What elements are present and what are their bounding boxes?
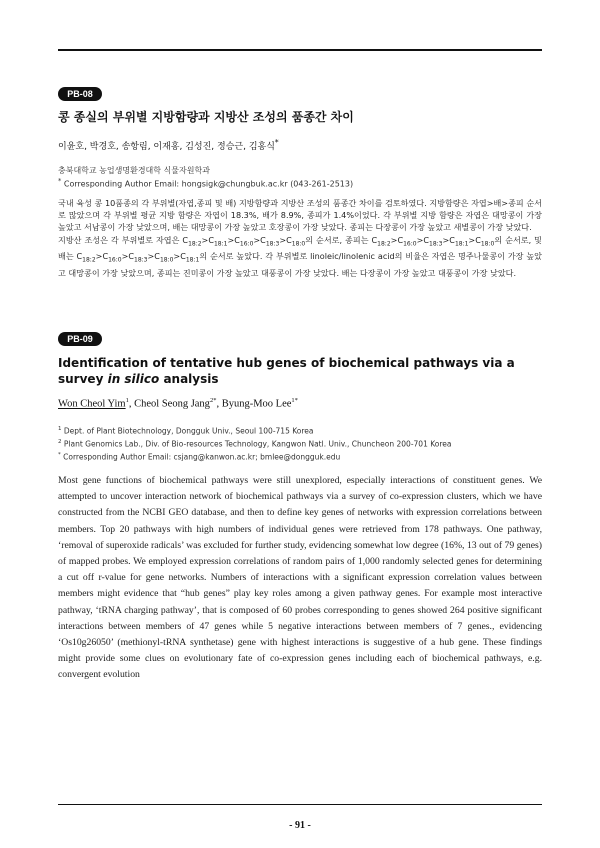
corresponding-email-en: * Corresponding Author Email: csjang@kanwon.ac.kr; bmlee@dongguk.edu bbox=[58, 452, 341, 462]
author-list-en: Won Cheol Yim$^1$, Cheol Seong Jang$^{2*}$, Byung-Moo Lee$^{1*}$ bbox=[58, 397, 298, 410]
abstract-badge: PB-08 bbox=[58, 87, 102, 101]
corresponding-mark: * bbox=[274, 138, 279, 147]
abstract-title-ko: 콩 종실의 부위별 지방함량과 지방산 조성의 품종간 차이 bbox=[58, 110, 354, 124]
fatty-acid-code: 18:3 bbox=[429, 240, 443, 248]
fatty-acid-code: 18:1 bbox=[213, 240, 228, 248]
fatty-acid-code: 18:2 bbox=[377, 240, 391, 248]
fatty-acid-code: 18:3 bbox=[134, 257, 148, 265]
fa-seq-3: $_{18:2}>C_{16:0}>C_{18:3}>C_{18:0}>C_{18:1}$ bbox=[82, 251, 200, 265]
fatty-acid-code: 16:0 bbox=[108, 257, 122, 265]
fatty-acid-code: 16:0 bbox=[239, 240, 254, 248]
affiliation-1: $^1$ Dept. of Plant Biotechnology, Dongguk Univ., Seoul 100-715 Korea bbox=[58, 426, 314, 436]
paragraph: 국내 육성 콩 10품종의 각 부위별(자엽,종피 및 배) 지방함량과 지방산 조성의 품종간 차이를 검토하였다. 지방함량은 자엽>배>종피 순서로 많았으며 각 부위별 평균 지방 함량은 자엽이 18.3%, 배가 8.9%, 종피가 1.4%이었다. 각 부위별 지방 함량은 자엽은 대망콩이 가장 높았고 서남콩이 가장 낮았으며, 배는 대망콩이 가장 높았고 호장콩이 가장 낮았다. 종피는 다장콩이 가장 높았고 새별콩이 가장 낮았다. bbox=[58, 198, 542, 233]
author-list-ko bbox=[58, 138, 542, 152]
abstract-title-en: Identification of tentative hub genes of biochemical pathways via a survey in silico analysis bbox=[58, 356, 515, 386]
corresponding-email-ko: * Corresponding Author Email: hongsigk@chungbuk.ac.kr (043-261-2513) bbox=[58, 177, 354, 189]
fatty-acid-code: 16:0 bbox=[403, 240, 417, 248]
fatty-acid-code: 18:0 bbox=[291, 240, 306, 248]
fatty-acid-code: 18:1 bbox=[185, 257, 200, 265]
author-name: Won Cheol Yim bbox=[58, 398, 126, 410]
author-name: Cheol Seong Jang bbox=[134, 398, 210, 410]
footer-rule bbox=[58, 804, 542, 805]
affiliation-ko: 충북대학교 농업생명환경대학 식물자원학과 bbox=[58, 166, 210, 175]
paragraph: Most gene functions of biochemical pathways were still unexplored, especially interactions of constituent genes. We attempted to uncover interaction network of biochemical pathways via a survey of co-expression clusters, which we have constructed from the NCBI GEO database, and then to define key genes of networks with expression correlations between members. Top 20 pathways with high numbers of individual genes were retrieved from 178 pathways. One pathway, ‘removal of superoxide radicals’ was excluded for further study, evidencing somewhat low degree (16%, 13 out of 79 genes) of mapped probes. We employed expression correlations of random pairs of 1,000 randomly selected genes for determining a cut off r-value for gene networks. Numbers of interactions with a significant expression correlation values between members might evidence that “hub genes” play key roles among a given pathway genes. For example most interactive pathway, ‘tRNA charging pathway’, that is composed of 60 probes corresponding to genes showed 264 positive significant interactions between members of 47 genes while 5 negative interactions between members of 7 genes., evidencing ‘Os10g26050’ (methionyl-tRNA synthetase) gene with highest interactions is suggestive of a hub gene. These findings might provide some clues on evolutionary fate of co-expression genes including each of biochemical pathways, e.g. convergent evolution bbox=[58, 475, 542, 681]
fatty-acid-code: 18:2 bbox=[82, 257, 96, 265]
abstract-badge: PB-09 bbox=[58, 332, 102, 346]
author-name: Byung-Moo Lee bbox=[221, 398, 292, 410]
abstract-body-ko bbox=[58, 197, 542, 279]
affiliations-en bbox=[58, 424, 542, 463]
page-number: - 91 - bbox=[289, 820, 311, 831]
fa-seq-2: $_{18:2}>C_{16:0}>C_{18:3}>C_{18:1}>C_{18:0}$ bbox=[377, 234, 495, 248]
fatty-acid-code: 18:0 bbox=[159, 257, 174, 265]
fatty-acid-code: 18:2 bbox=[188, 240, 202, 248]
abstract-body-en bbox=[58, 473, 542, 684]
authors-text: 이윤호, 박경호, 송항림, 이재홍, 김성진, 정승근, 김홍식 bbox=[58, 142, 275, 152]
paragraph-fatty-acid: 지방산 조성은 각 부위별로 자엽은 $C_{18:2}>C_{18:1}>C_{16:0}>C_{18:3}>C_{18:0}$의 순서로, 종피는 $C_{18:2}>C_{16:0}>C_{18:3}>C_{18:1}>C_{18:0}$의 순서로, 및 배는 $C_{18:2}>C_{16:0}>C_{18:3}>C_{18:0}>C_{18:1}$의 순서로 높았다. 각 부위별로 linoleic/linolenic acid의 비율은 자엽은 명주나물콩이 가장 높았고 대망콩이 가장 낮았으며, 종피는 진미콩이 가장 높았고 대풍콩이 가장 낮았다. 배는 다장콩이 가장 높았고 대풍콩이 가장 낮았다. bbox=[58, 234, 542, 279]
fatty-acid-code: 18:0 bbox=[480, 240, 495, 248]
affiliation-2: $^2$ Plant Genomics Lab., Div. of Bio-resources Technology, Kangwon Natl. Univ., Chuncheon 200-701 Korea bbox=[58, 439, 452, 449]
fatty-acid-code: 18:3 bbox=[265, 240, 280, 248]
fatty-acid-code: 18:1 bbox=[454, 240, 469, 248]
header-rule bbox=[58, 49, 542, 51]
fa-seq-1: $_{18:2}>C_{18:1}>C_{16:0}>C_{18:3}>C_{18:0}$ bbox=[188, 234, 306, 248]
